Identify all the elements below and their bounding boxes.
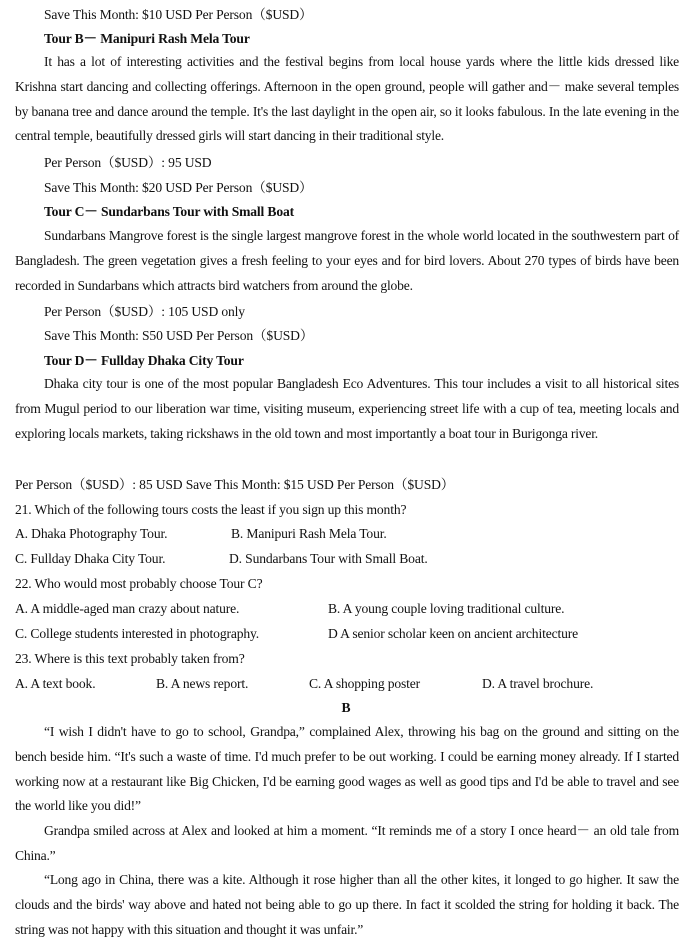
tour-c-title: Tour C－ Sundarbans Tour with Small Boat xyxy=(44,204,295,219)
section-b-paragraph-2: Grandpa smiled across at Alex and looked at him a moment. “It reminds me of a story I once heard－ an old tale from China.” xyxy=(15,823,679,863)
tour-b-title: Tour B－ Manipuri Rash Mela Tour xyxy=(44,31,250,46)
q23-option-d[interactable]: D. A travel brochure. xyxy=(482,676,594,691)
section-b-paragraph-3: “Long ago in China, there was a kite. Although it rose higher than all the other kites, it longed to go higher. It saw the clouds and the birds' way above and hated not being able to go up there. In fact it scolded the string for holding it back. The string was not happy with this situation and thought it was unfair.” xyxy=(15,872,679,937)
q23-option-a[interactable]: A. A text book. xyxy=(15,676,96,691)
tour-d-price-save: Per Person（$USD）: 85 USD Save This Month: $15 USD Per Person（$USD） xyxy=(15,477,455,492)
tour-c-body: Sundarbans Mangrove forest is the single largest mangrove forest in the whole world located in the southwestern part of Bangladesh. The green vegetation gives a fresh feeling to your eyes and for bird lovers. About 270 types of birds have been recorded in Sundarbans which attracts bird watchers from around the globe. xyxy=(15,228,679,293)
q23-stem: 23. Where is this text probably taken from? xyxy=(15,651,245,666)
tour-a-save: Save This Month: $10 USD Per Person（$USD） xyxy=(44,7,313,22)
q21-stem: 21. Which of the following tours costs the least if you sign up this month? xyxy=(15,502,407,517)
tour-b-price: Per Person（$USD）: 95 USD xyxy=(44,155,212,170)
tour-c-save: Save This Month: S50 USD Per Person（$USD） xyxy=(44,328,314,343)
q22-option-b[interactable]: B. A young couple loving traditional culture. xyxy=(328,601,565,616)
q21-option-c[interactable]: C. Fullday Dhaka City Tour. xyxy=(15,551,166,566)
tour-b-save: Save This Month: $20 USD Per Person（$USD） xyxy=(44,180,313,195)
q22-option-a[interactable]: A. A middle-aged man crazy about nature. xyxy=(15,601,240,616)
section-b-paragraph-1: “I wish I didn't have to go to school, Grandpa,” complained Alex, throwing his bag on the ground and sitting on the bench beside him. “It's such a waste of time. I'd much prefer to be out working. I could be earning money already. If I started working now at a restaurant like Big Chicken, I'd be earning good wages as well as good tips and I'd be able to travel and see the world like you did!” xyxy=(15,724,679,814)
tour-c-price: Per Person（$USD）: 105 USD only xyxy=(44,304,245,319)
q22-stem: 22. Who would most probably choose Tour C? xyxy=(15,576,263,591)
tour-d-body: Dhaka city tour is one of the most popular Bangladesh Eco Adventures. This tour includes a visit to all historical sites from Mugul period to our liberation war time, visiting museum, experiencing street life with a cup of tea, meeting locals and exploring locals markets, taking rickshaws in the old town and most importantly a boat tour in Burigonga river. xyxy=(15,376,679,441)
section-b-heading: B xyxy=(341,700,351,715)
q22-option-d[interactable]: D A senior scholar keen on ancient architecture xyxy=(328,626,578,641)
q21-option-d[interactable]: D. Sundarbans Tour with Small Boat. xyxy=(229,551,428,566)
q21-option-b[interactable]: B. Manipuri Rash Mela Tour. xyxy=(231,526,387,541)
q23-option-b[interactable]: B. A news report. xyxy=(156,676,249,691)
tour-d-title: Tour D－ Fullday Dhaka City Tour xyxy=(44,353,244,368)
q22-option-c[interactable]: C. College students interested in photography. xyxy=(15,626,260,641)
tour-b-body: It has a lot of interesting activities and the festival begins from local house yards where the little kids dressed like Krishna start dancing and collecting offerings. Afternoon in the open ground, people will gather and－ make several temples by banana tree and dance around the temple. It's the last daylight in the open air, so it looks fabulous. In the late evening in the central temple, beautifully dressed girls will start dancing in their traditional style. xyxy=(15,54,679,144)
q21-option-a[interactable]: A. Dhaka Photography Tour. xyxy=(15,526,168,541)
q23-option-c[interactable]: C. A shopping poster xyxy=(309,676,421,691)
